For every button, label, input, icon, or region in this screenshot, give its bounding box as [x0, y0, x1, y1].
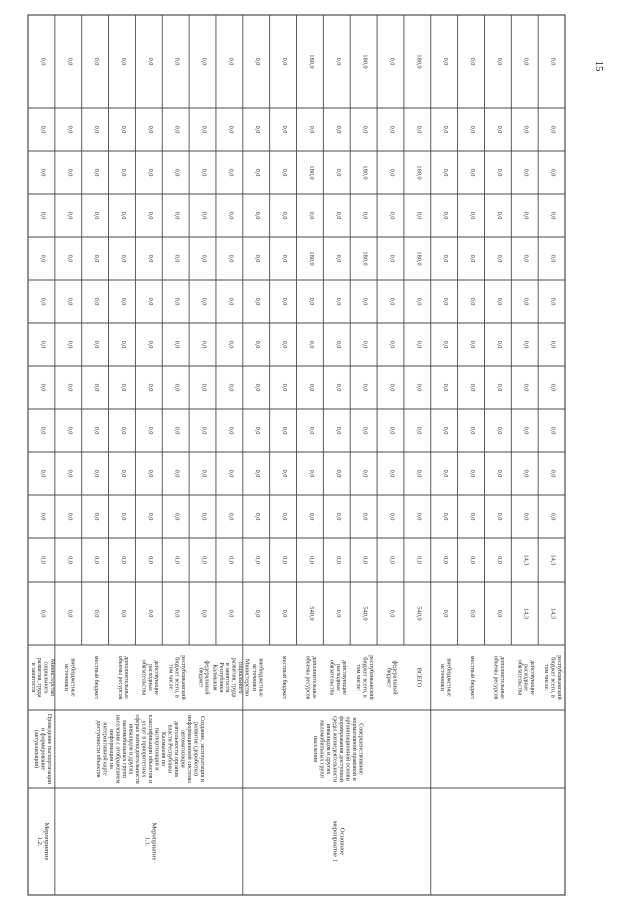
year-value: 0,0: [119, 556, 127, 564]
year-value: 0,0: [281, 211, 289, 220]
year-value: 0,0: [334, 125, 342, 134]
year-value: 0,0: [334, 254, 342, 263]
year-value: 180,0: [361, 165, 369, 180]
event-description: Проведение паспортизациии формирование(актуализация): [32, 713, 52, 785]
year-value: 0,0: [281, 512, 289, 521]
year-value: 0,0: [442, 340, 450, 349]
year-value: 0,0: [146, 556, 154, 564]
year-value: 0,0: [495, 340, 503, 349]
year-value: 0,0: [93, 297, 101, 306]
event-description: Совершенствованиенормативной правовой иорганизационной основыформирования доступнойсреды жизнедеятельностиинвалидов и другихмаломобильных группнаселения: [312, 715, 364, 783]
funding-source-label: местный бюджет: [469, 655, 476, 700]
year-value: 0,0: [119, 57, 127, 66]
year-value: 0,0: [549, 211, 557, 220]
year-value: 0,0: [334, 57, 342, 66]
year-value: 0,0: [334, 426, 342, 435]
year-value: 0,0: [495, 125, 503, 134]
funding-source-label: внебюджетныеисточники: [251, 658, 264, 697]
year-value: 0,0: [495, 57, 503, 66]
year-value: 0,0: [93, 168, 101, 177]
year-value: 0,0: [307, 211, 315, 220]
year-value: 0,0: [415, 512, 423, 521]
year-value: 0,0: [146, 168, 154, 177]
funding-source-label: ВСЕГО: [415, 667, 422, 688]
year-value: 0,0: [93, 556, 101, 564]
year-value: 0,0: [93, 254, 101, 263]
year-value: 0,0: [334, 340, 342, 349]
year-value: 0,0: [119, 340, 127, 349]
year-value: 0,0: [334, 383, 342, 392]
year-value: 0,0: [495, 168, 503, 177]
year-value: 0,0: [281, 556, 289, 564]
year-value: 0,0: [281, 57, 289, 66]
year-value: 0,0: [522, 469, 530, 478]
year-value: 0,0: [200, 340, 208, 349]
year-value: 0,0: [361, 340, 369, 349]
year-value: 0,0: [307, 125, 315, 134]
year-value: 0,0: [522, 340, 530, 349]
year-value: 0,0: [522, 168, 530, 177]
year-value: 0,0: [119, 211, 127, 220]
year-value: 0,0: [442, 469, 450, 478]
year-value: 0,0: [522, 426, 530, 435]
total-value: 0,0: [442, 609, 450, 618]
funding-source-label: Министерствосоциальногоразвития, трудаи занятости: [29, 657, 56, 698]
year-value: 0,0: [227, 168, 235, 177]
year-value: 0,0: [173, 469, 181, 478]
funding-source-label: республиканскийбюджет всего, втом числе:: [167, 655, 187, 700]
year-value: 0,0: [549, 340, 557, 349]
year-value: 0,0: [281, 340, 289, 349]
total-value: 0,0: [200, 609, 208, 618]
year-value: 0,0: [334, 297, 342, 306]
year-value: 0,0: [549, 469, 557, 478]
year-value: 0,0: [388, 383, 396, 392]
year-value: 0,0: [495, 383, 503, 392]
funding-source-label: республиканскийбюджет всего, втом числе:: [355, 655, 375, 700]
year-value: 0,0: [39, 340, 47, 349]
year-value: 0,0: [39, 254, 47, 263]
year-value: 0,0: [495, 512, 503, 521]
year-value: 0,0: [227, 254, 235, 263]
year-value: 0,0: [254, 512, 262, 521]
year-value: 0,0: [93, 469, 101, 478]
year-value: 0,0: [119, 125, 127, 134]
year-value: 0,0: [549, 512, 557, 521]
year-value: 0,0: [549, 125, 557, 134]
year-value: 0,0: [469, 211, 477, 220]
year-value: 0,0: [415, 426, 423, 435]
year-value: 0,0: [66, 297, 74, 306]
year-value: 0,0: [173, 57, 181, 66]
year-value: 0,0: [415, 469, 423, 478]
year-value: 0,0: [495, 254, 503, 263]
year-value: 0,0: [307, 512, 315, 521]
year-value: 0,0: [415, 125, 423, 134]
year-value: 0,0: [415, 340, 423, 349]
year-value: 0,0: [146, 211, 154, 220]
year-value: 0,0: [442, 211, 450, 220]
year-value: 0,0: [469, 556, 477, 564]
year-value: 0,0: [469, 469, 477, 478]
funding-source-label: местный бюджет: [281, 655, 288, 700]
year-value: 0,0: [200, 125, 208, 134]
year-value: 0,0: [39, 211, 47, 220]
year-value: 0,0: [415, 383, 423, 392]
year-value: 0,0: [146, 297, 154, 306]
year-value: 0,0: [173, 340, 181, 349]
year-value: 0,0: [146, 512, 154, 521]
year-value: 0,0: [522, 383, 530, 392]
year-value: 0,0: [469, 57, 477, 66]
year-value: 0,0: [66, 57, 74, 66]
year-value: 0,0: [388, 57, 396, 66]
year-value: 0,0: [495, 556, 503, 564]
year-value: 0,0: [39, 383, 47, 392]
year-value: 0,0: [66, 211, 74, 220]
year-value: 0,0: [200, 254, 208, 263]
year-value: 0,0: [361, 556, 369, 564]
year-value: 0,0: [254, 297, 262, 306]
year-value: 0,0: [442, 57, 450, 66]
year-value: 0,0: [200, 383, 208, 392]
event-number: Мероприятие1.1.: [143, 822, 158, 861]
year-value: 0,0: [66, 383, 74, 392]
year-value: 0,0: [173, 512, 181, 521]
year-value: 0,0: [334, 469, 342, 478]
year-value: 0,0: [200, 297, 208, 306]
year-value: 0,0: [281, 254, 289, 263]
year-value: 0,0: [495, 469, 503, 478]
year-value: 0,0: [388, 556, 396, 564]
year-value: 0,0: [119, 383, 127, 392]
year-value: 0,0: [173, 254, 181, 263]
funding-source-label: действующиерасходныеобязательства: [516, 659, 536, 696]
year-value: 180,0: [415, 251, 423, 266]
year-value: 0,0: [442, 297, 450, 306]
total-value: 0,0: [227, 609, 235, 618]
year-value: 0,0: [388, 168, 396, 177]
year-value: 0,0: [66, 125, 74, 134]
year-value: 0,0: [227, 469, 235, 478]
event-description: Создание, эксплуатация иразвитие (доработка)информационной системыавтоматизациидеятельности органоввласти РеспубликиКалмыкия попаспортизации иклассификации объектов иуслуг в приоритетныхсферах жизнедеятельностиинвалидов и другихмаломобильных группнаселения с отображениеминформации наинтерактивной картедоступности объектов: [94, 714, 205, 784]
year-value: 0,0: [146, 57, 154, 66]
year-value: 0,0: [469, 426, 477, 435]
year-value: 0,0: [522, 57, 530, 66]
total-value: 0,0: [281, 609, 289, 618]
year-value: 0,0: [361, 125, 369, 134]
year-value: 0,0: [361, 512, 369, 521]
year-value: 0,0: [307, 426, 315, 435]
year-value: 0,0: [388, 297, 396, 306]
total-value: 14,3: [549, 607, 557, 620]
year-value: 0,0: [281, 469, 289, 478]
year-value: 0,0: [254, 469, 262, 478]
year-value: 0,0: [442, 556, 450, 564]
year-value: 0,0: [93, 340, 101, 349]
total-value: 540,0: [361, 606, 369, 621]
year-value: 0,0: [254, 340, 262, 349]
year-value: 0,0: [281, 297, 289, 306]
year-value: 0,0: [469, 168, 477, 177]
year-value: 180,0: [307, 54, 315, 69]
funding-source-label: республиканскийбюджет всего, втом числе:: [543, 655, 562, 700]
year-value: 0,0: [173, 125, 181, 134]
year-value: 0,0: [200, 426, 208, 435]
year-value: 0,0: [39, 469, 47, 478]
year-value: 0,0: [227, 297, 235, 306]
year-value: 0,0: [173, 556, 181, 564]
total-value: 540,0: [415, 606, 423, 621]
funding-source-label: действующиерасходныеобязательства: [328, 659, 348, 696]
year-value: 0,0: [495, 426, 503, 435]
year-value: 0,0: [254, 254, 262, 263]
year-value: 0,0: [227, 211, 235, 220]
year-value: 0,0: [307, 297, 315, 306]
year-value: 0,0: [39, 125, 47, 134]
year-value: 0,0: [93, 125, 101, 134]
year-value: 0,0: [173, 426, 181, 435]
total-value: 0,0: [254, 609, 262, 618]
year-value: 0,0: [227, 57, 235, 66]
year-value: 0,0: [522, 512, 530, 521]
year-value: 0,0: [522, 211, 530, 220]
year-value: 0,0: [200, 168, 208, 177]
funding-source-label: Министерствосоциальногоразвития, трудаи занятостиРеспубликиКалмыкия: [211, 657, 250, 698]
total-value: 0,0: [93, 609, 101, 618]
year-value: 0,0: [469, 383, 477, 392]
year-value: 0,0: [227, 556, 235, 564]
funding-source-label: федеральныйбюджет: [197, 660, 210, 695]
year-value: 0,0: [442, 512, 450, 521]
funding-source-label: федеральныйбюджет: [385, 660, 398, 695]
year-value: 0,0: [254, 168, 262, 177]
year-value: 0,0: [334, 211, 342, 220]
funding-source-label: местный бюджет: [93, 655, 100, 700]
year-value: 0,0: [415, 297, 423, 306]
year-value: 0,0: [119, 254, 127, 263]
year-value: 0,0: [119, 297, 127, 306]
year-value: 0,0: [66, 168, 74, 177]
year-value: 0,0: [254, 556, 262, 564]
year-value: 0,0: [173, 211, 181, 220]
year-value: 0,0: [254, 426, 262, 435]
total-value: 0,0: [66, 609, 74, 618]
total-value: 14,3: [522, 607, 530, 620]
year-value: 0,0: [39, 57, 47, 66]
year-value: 0,0: [549, 383, 557, 392]
year-value: 0,0: [388, 340, 396, 349]
year-value: 0,0: [146, 125, 154, 134]
year-value: 0,0: [549, 426, 557, 435]
year-value: 0,0: [442, 168, 450, 177]
year-value: 0,0: [93, 426, 101, 435]
year-value: 0,0: [227, 512, 235, 521]
year-value: 0,0: [200, 512, 208, 521]
year-value: 0,0: [442, 426, 450, 435]
year-value: 0,0: [66, 254, 74, 263]
funding-source-label: действующиерасходныеобязательства: [140, 659, 160, 696]
year-value: 0,0: [281, 125, 289, 134]
year-value: 0,0: [146, 469, 154, 478]
year-value: 0,0: [173, 168, 181, 177]
year-value: 180,0: [307, 165, 315, 180]
year-value: 0,0: [361, 297, 369, 306]
year-value: 0,0: [119, 168, 127, 177]
year-value: 0,0: [146, 340, 154, 349]
year-value: 0,0: [200, 469, 208, 478]
year-value: 0,0: [469, 340, 477, 349]
year-value: 0,0: [39, 426, 47, 435]
year-value: 0,0: [307, 383, 315, 392]
year-value: 0,0: [66, 469, 74, 478]
year-value: 0,0: [119, 512, 127, 521]
year-value: 180,0: [415, 165, 423, 180]
year-value: 180,0: [307, 251, 315, 266]
year-value: 0,0: [66, 556, 74, 564]
year-value: 0,0: [39, 556, 47, 564]
year-value: 0,0: [495, 211, 503, 220]
year-value: 0,0: [146, 383, 154, 392]
year-value: 0,0: [522, 125, 530, 134]
year-value: 0,0: [415, 211, 423, 220]
year-value: 0,0: [442, 254, 450, 263]
funding-source-label: дополнительныеобъемы ресурсов: [492, 655, 506, 700]
total-value: 0,0: [39, 609, 47, 618]
year-value: 0,0: [469, 297, 477, 306]
year-value: 0,0: [549, 254, 557, 263]
funding-source-label: дополнительныеобъемы ресурсов: [116, 655, 130, 700]
year-value: 0,0: [93, 57, 101, 66]
year-value: 180,0: [361, 251, 369, 266]
year-value: 0,0: [146, 254, 154, 263]
year-value: 0,0: [549, 297, 557, 306]
year-value: 0,0: [522, 254, 530, 263]
year-value: 0,0: [93, 512, 101, 521]
year-value: 0,0: [39, 168, 47, 177]
year-value: 0,0: [495, 297, 503, 306]
year-value: 0,0: [200, 57, 208, 66]
year-value: 0,0: [39, 297, 47, 306]
year-value: 0,0: [388, 469, 396, 478]
year-value: 0,0: [173, 383, 181, 392]
year-value: 0,0: [281, 426, 289, 435]
year-value: 0,0: [93, 211, 101, 220]
year-value: 0,0: [307, 340, 315, 349]
total-value: 540,0: [307, 606, 315, 621]
year-value: 0,0: [388, 512, 396, 521]
year-value: 0,0: [254, 57, 262, 66]
year-value: 0,0: [281, 383, 289, 392]
year-value: 0,0: [66, 340, 74, 349]
year-value: 0,0: [442, 383, 450, 392]
event-number: Основноемероприятие 1: [331, 820, 346, 863]
year-value: 0,0: [361, 469, 369, 478]
year-value: 0,0: [39, 512, 47, 521]
year-value: 180,0: [415, 54, 423, 69]
total-value: 0,0: [119, 609, 127, 618]
year-value: 14,3: [522, 554, 530, 566]
year-value: 0,0: [522, 297, 530, 306]
year-value: 0,0: [173, 297, 181, 306]
year-value: 0,0: [334, 512, 342, 521]
year-value: 0,0: [388, 426, 396, 435]
year-value: 0,0: [388, 211, 396, 220]
total-value: 0,0: [469, 609, 477, 618]
year-value: 0,0: [469, 125, 477, 134]
year-value: 0,0: [549, 57, 557, 66]
year-value: 0,0: [119, 426, 127, 435]
year-value: 0,0: [549, 168, 557, 177]
page-number: 15: [593, 60, 605, 72]
year-value: 0,0: [334, 168, 342, 177]
funding-source-label: внебюджетныеисточники: [63, 658, 76, 697]
year-value: 0,0: [93, 383, 101, 392]
year-value: 0,0: [442, 125, 450, 134]
year-value: 0,0: [227, 340, 235, 349]
year-value: 0,0: [66, 426, 74, 435]
funding-source-label: внебюджетныеисточники: [438, 658, 452, 697]
year-value: 0,0: [361, 383, 369, 392]
year-value: 0,0: [334, 556, 342, 564]
year-value: 0,0: [415, 556, 423, 564]
year-value: 0,0: [469, 254, 477, 263]
year-value: 0,0: [469, 512, 477, 521]
total-value: 0,0: [388, 609, 396, 618]
total-value: 0,0: [495, 609, 503, 618]
year-value: 0,0: [66, 512, 74, 521]
year-value: 180,0: [361, 54, 369, 69]
year-value: 0,0: [254, 211, 262, 220]
year-value: 14,3: [549, 554, 557, 566]
total-value: 0,0: [173, 609, 181, 618]
year-value: 0,0: [361, 211, 369, 220]
total-value: 0,0: [146, 609, 154, 618]
year-value: 0,0: [388, 254, 396, 263]
year-value: 0,0: [146, 426, 154, 435]
year-value: 0,0: [307, 556, 315, 564]
year-value: 0,0: [254, 125, 262, 134]
year-value: 0,0: [361, 426, 369, 435]
year-value: 0,0: [119, 469, 127, 478]
year-value: 0,0: [227, 426, 235, 435]
total-value: 0,0: [334, 609, 342, 618]
year-value: 0,0: [281, 168, 289, 177]
year-value: 0,0: [254, 383, 262, 392]
year-value: 0,0: [227, 383, 235, 392]
year-value: 0,0: [307, 469, 315, 478]
event-number: Мероприятие1.2.: [35, 822, 50, 861]
year-value: 0,0: [227, 125, 235, 134]
year-value: 0,0: [200, 211, 208, 220]
year-value: 0,0: [388, 125, 396, 134]
year-value: 0,0: [200, 556, 208, 564]
funding-source-label: дополнительныеобъемы ресурсов: [304, 655, 318, 700]
